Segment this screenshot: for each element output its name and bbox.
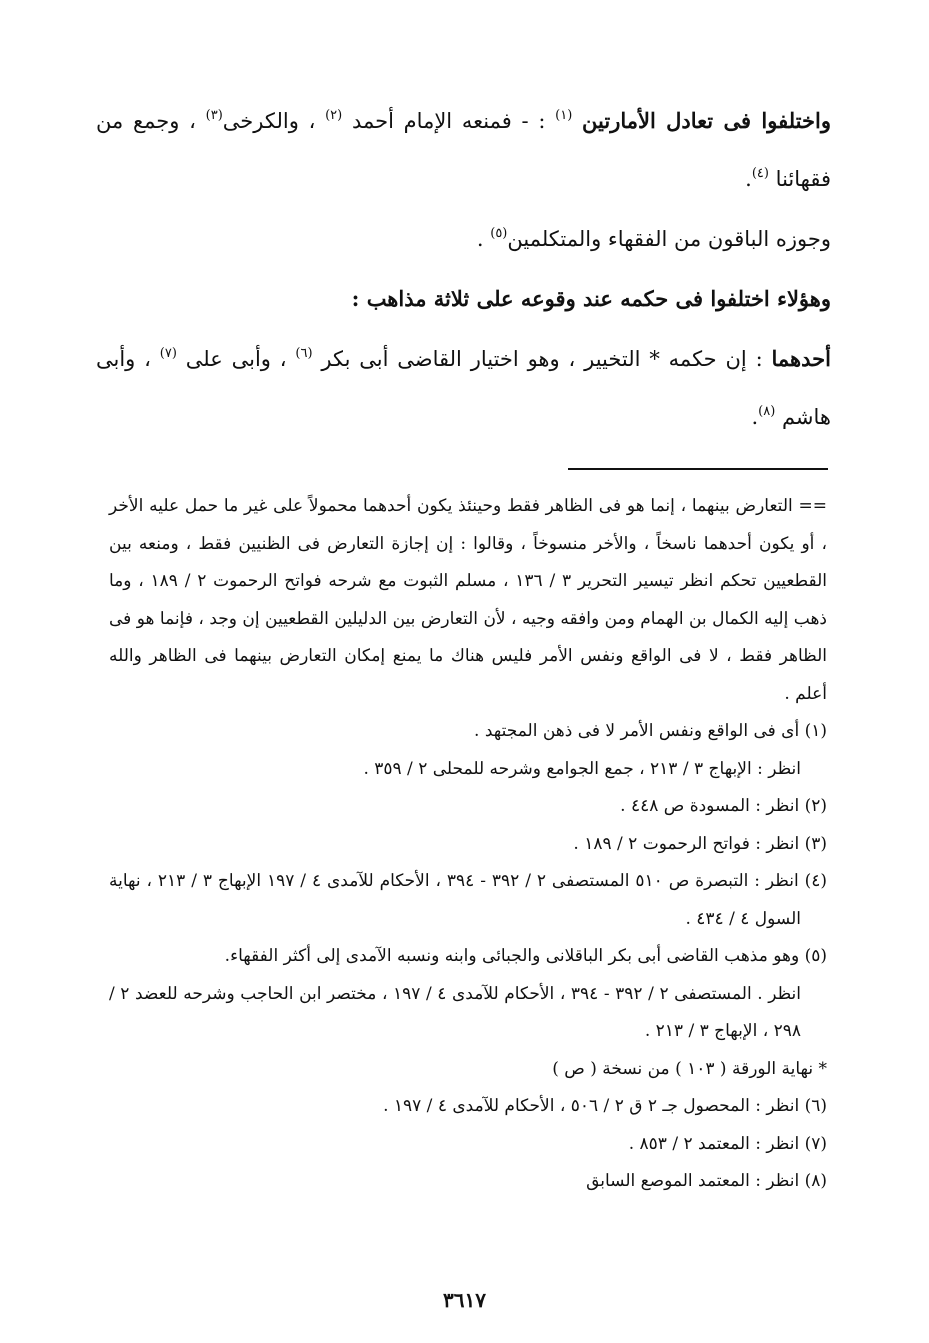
footnote-1-reference: انظر : الإبهاج ٣ / ٢١٣ ، جمع الجوامع وشرحه للمحلى ٢ / ٣٥٩ .: [363, 758, 801, 779]
footnote-2: (٢) انظر : المسودة ص ٤٤٨ .: [620, 796, 827, 816]
paragraph-text: .: [751, 405, 759, 429]
footnote-8: (٨) انظر : المعتمد الموصع السابق: [586, 1171, 827, 1191]
main-text: [96, 92, 831, 448]
paragraph-first-view: [96, 330, 831, 446]
section-heading: وهؤلاء اختلفوا فى حكمه عند وقوعه على ثلاثة مذاهب :: [351, 286, 831, 311]
footnote-3: (٣) انظر : فواتح الرحموت ٢ / ١٨٩ .: [573, 833, 827, 854]
paragraph-text: .: [476, 227, 484, 251]
footnote-ref-2[interactable]: (٢): [325, 108, 343, 123]
paragraph-text: وجوزه الباقون من الفقهاء والمتكلمين: [507, 227, 831, 251]
paragraph-text: ، وجمع من فقهائنا: [96, 109, 831, 191]
footnote-ref-3[interactable]: (٣): [205, 108, 223, 123]
footnote-ref-7[interactable]: (٧): [159, 346, 177, 361]
paragraph-disagreement: [96, 92, 831, 208]
footnote-6: (٦) انظر : المحصول جـ ٢ ق ٢ / ٥٠٦ ، الأحكام للآمدى ٤ / ١٩٧ .: [383, 1096, 827, 1116]
footnote-ref-1[interactable]: (١): [555, 108, 573, 123]
footnote-ref-5[interactable]: (٥): [490, 226, 508, 241]
footnote-4: (٤) انظر : التبصرة ص ٥١٠ المستصفى ٢ / ٣٩٢ - ٣٩٤ ، الأحكام للآمدى ٤ / ١٩٧ الإبهاج ٣ / ٢١٣ ، نهاية السول ٤ / ٤٣٤ .: [109, 871, 828, 929]
paragraph-text: ، والكرخى: [222, 109, 316, 133]
lead-phrase: واختلفوا فى تعادل الأمارتين: [582, 108, 831, 133]
paragraph-text: .: [745, 167, 752, 191]
footnote-separator: [568, 468, 828, 470]
footnote-ref-4[interactable]: (٤): [751, 166, 769, 181]
footnote-5-reference: انظر . المستصفى ٢ / ٣٩٢ - ٣٩٤ ، الأحكام للآمدى ٤ / ١٩٧ ، مختصر ابن الحاجب وشرحه للعضد ٢ / ٢٩٨ ، الإبهاج ٣ / ٢١٣ .: [109, 983, 802, 1041]
paragraph-permitted: [96, 210, 831, 268]
paragraph-text: : - فمنعه الإمام أحمد: [351, 109, 546, 133]
footnote-1: (١) أى فى الواقع ونفس الأمر لا فى ذهن المجتهد .: [474, 721, 827, 741]
page-number: ٣٦١٧: [443, 1288, 486, 1312]
footnote-ref-6[interactable]: (٦): [295, 346, 313, 361]
folio-note: * نهاية الورقة ( ١٠٣ ) من نسخة ( ص ): [552, 1058, 827, 1079]
paragraph-text: ، وأبى على: [185, 347, 287, 371]
footnote-continuation: == التعارض بينهما ، إنما هو فى الظاهر فقط وحينئذ يكون أحدهما محمولاً على غير ما حمل عليه الأخر ، أو يكون أحدهما ناسخاً ، والأخر منسوخاً ، وقالوا : إن إجازة التعارض فى الظنيين فقط ، ومنعه بين القطعيين تحكم انظر تيسير التحرير ٣ / ١٣٦ ، مسلم الثبوت مع شرحه فواتح الرحموت ٢ / ١٨٩ ، وما ذهب إليه الكمال بن الهمام ومن وافقه وجيه ، لأن التعارض بين الدليلين القطعيين إن وجد ، فإنما هو فى الظاهر فقط ، لا فى الواقع ونفس الأمر فليس هناك ما يمنع إمكان التعارض بينهما فى الظاهر والله أعلم .: [109, 496, 827, 704]
paragraph-text: ، وأبى هاشم: [96, 347, 831, 429]
lead-phrase: أحدهما: [771, 346, 831, 371]
footnote-7: (٧) انظر : المعتمد ٢ / ٨٥٣ .: [628, 1133, 827, 1154]
footnote-ref-8[interactable]: (٨): [758, 404, 776, 419]
paragraph-text: : إن حكمه * التخيير ، وهو اختيار القاضى أبى بكر: [321, 347, 763, 371]
footnotes-section: [109, 488, 827, 1201]
footnote-5: (٥) وهو مذهب القاضى أبى بكر الباقلانى والجبائى وابنه ونسبه الآمدى إلى أكثر الفقهاء.: [224, 946, 827, 966]
